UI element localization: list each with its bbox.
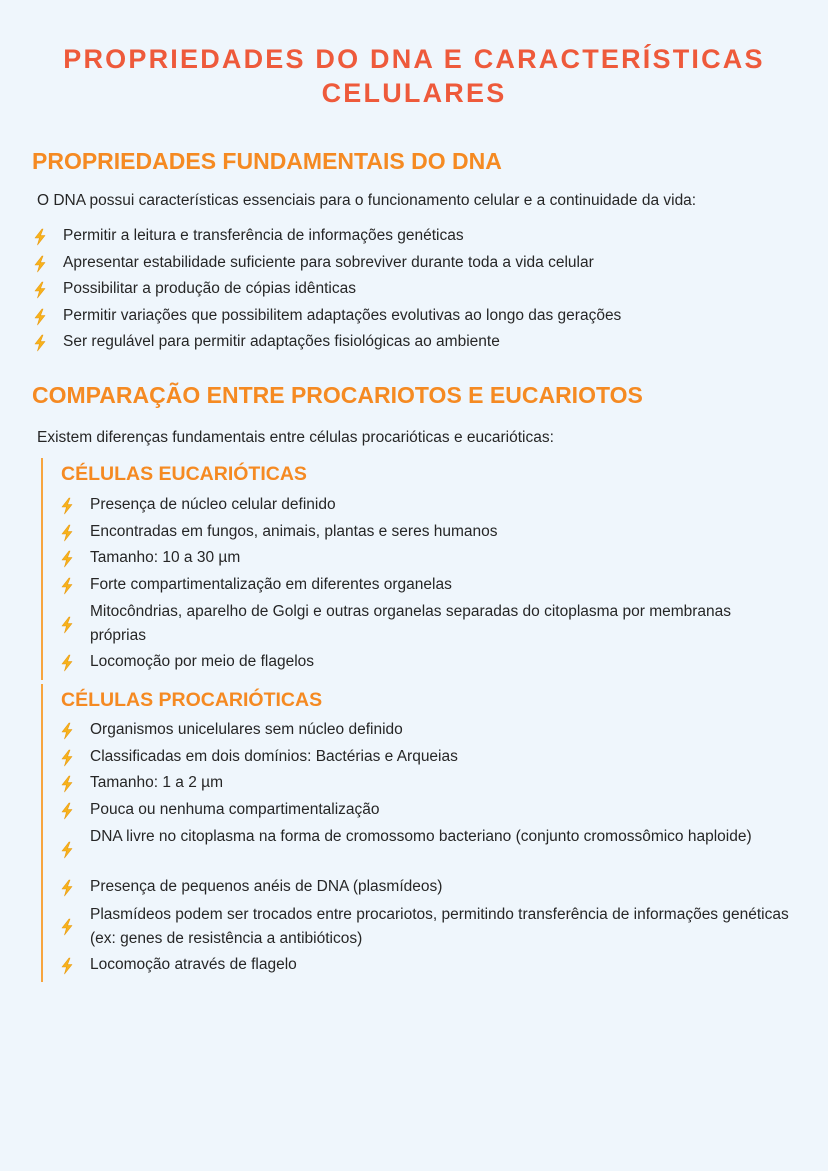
lightning-bolt-icon [59,749,75,767]
list-item-text: Locomoção por meio de flagelos [90,653,315,670]
list-item [59,546,789,573]
dna-properties-list [32,224,792,357]
eukaryotic-cells-block [41,458,803,680]
list-item [59,745,789,772]
subheading-eukaryotic: CÉLULAS EUCARIÓTICAS [61,463,307,485]
list-item-text: Locomoção através de flagelo [90,955,297,973]
eukaryotic-list [59,493,789,677]
section-intro-dna-properties: O DNA possui características essenciais para o funcionamento celular e a continuidade da vida: [37,192,697,209]
lightning-bolt-icon [59,802,75,820]
list-item [59,953,789,980]
list-item-text: Tamanho: 10 a 30 µm [90,549,241,566]
list-item-text: Encontradas em fungos, animais, plantas e seres humanos [90,522,498,540]
list-item [59,771,789,798]
lightning-bolt-icon [59,577,75,595]
prokaryotic-cells-block [41,684,803,982]
list-item-text: Pouca ou nenhuma compartimentalização [90,800,380,818]
list-item-text: DNA livre no citoplasma na forma de cromossomo bacteriano (conjunto cromossômico haploide) [90,828,752,845]
lightning-bolt-icon [59,918,75,936]
section-heading-comparison: COMPARAÇÃO ENTRE PROCARIOTOS E EUCARIOTOS [32,382,643,408]
list-item [32,224,792,251]
lightning-bolt-icon [59,524,75,542]
list-item [59,650,789,677]
lightning-bolt-icon [59,722,75,740]
lightning-bolt-icon [59,841,75,859]
list-item [59,902,789,953]
list-item-text: Classificadas em dois domínios: Bactérias e Arqueias [90,747,458,765]
list-item [32,277,792,304]
page-title: PROPRIEDADES DO DNA E CARACTERÍSTICAS CELULARES [63,44,765,108]
subheading-prokaryotic: CÉLULAS PROCARIÓTICAS [61,689,323,711]
list-item [59,798,789,825]
list-item [59,875,789,902]
lightning-bolt-icon [32,255,48,273]
section-heading-dna-properties: PROPRIEDADES FUNDAMENTAIS DO DNA [32,148,502,174]
list-item-text: Ser regulável para permitir adaptações fisiológicas ao ambiente [63,333,500,350]
lightning-bolt-icon [59,497,75,515]
list-item-text: Organismos unicelulares sem núcleo definido [90,721,403,738]
list-item-text: Permitir a leitura e transferência de informações genéticas [63,227,464,244]
list-item-text: Permitir variações que possibilitem adaptações evolutivas ao longo das gerações [63,306,622,324]
list-item [32,330,792,357]
lightning-bolt-icon [59,654,75,672]
lightning-bolt-icon [59,775,75,793]
prokaryotic-list [59,718,789,979]
list-item [59,520,789,547]
lightning-bolt-icon [32,281,48,299]
list-item [59,718,789,745]
lightning-bolt-icon [32,334,48,352]
lightning-bolt-icon [59,550,75,568]
list-item-text: Plasmídeos podem ser trocados entre procariotos, permitindo transferência de informações genéticas (ex: genes de resistência a antibióticos) [90,905,789,947]
section-intro-comparison: Existem diferenças fundamentais entre células procarióticas e eucarióticas: [37,429,554,446]
list-item-text: Presença de pequenos anéis de DNA (plasmídeos) [90,878,443,895]
lightning-bolt-icon [32,308,48,326]
list-item [59,599,789,650]
lightning-bolt-icon [32,228,48,246]
list-item [32,251,792,278]
list-item [59,493,789,520]
lightning-bolt-icon [59,879,75,897]
list-item-text: Forte compartimentalização em diferentes organelas [90,575,452,593]
list-item-text: Mitocôndrias, aparelho de Golgi e outras organelas separadas do citoplasma por membranas próprias [90,603,732,644]
list-item [32,304,792,331]
list-item-text: Tamanho: 1 a 2 µm [90,774,223,791]
list-item-text: Apresentar estabilidade suficiente para sobreviver durante toda a vida celular [63,253,594,271]
list-item-text: Presença de núcleo celular definido [90,496,336,513]
list-item [59,824,789,875]
list-item [59,573,789,600]
lightning-bolt-icon [59,957,75,975]
lightning-bolt-icon [59,616,75,634]
list-item-text: Possibilitar a produção de cópias idênticas [63,280,356,297]
